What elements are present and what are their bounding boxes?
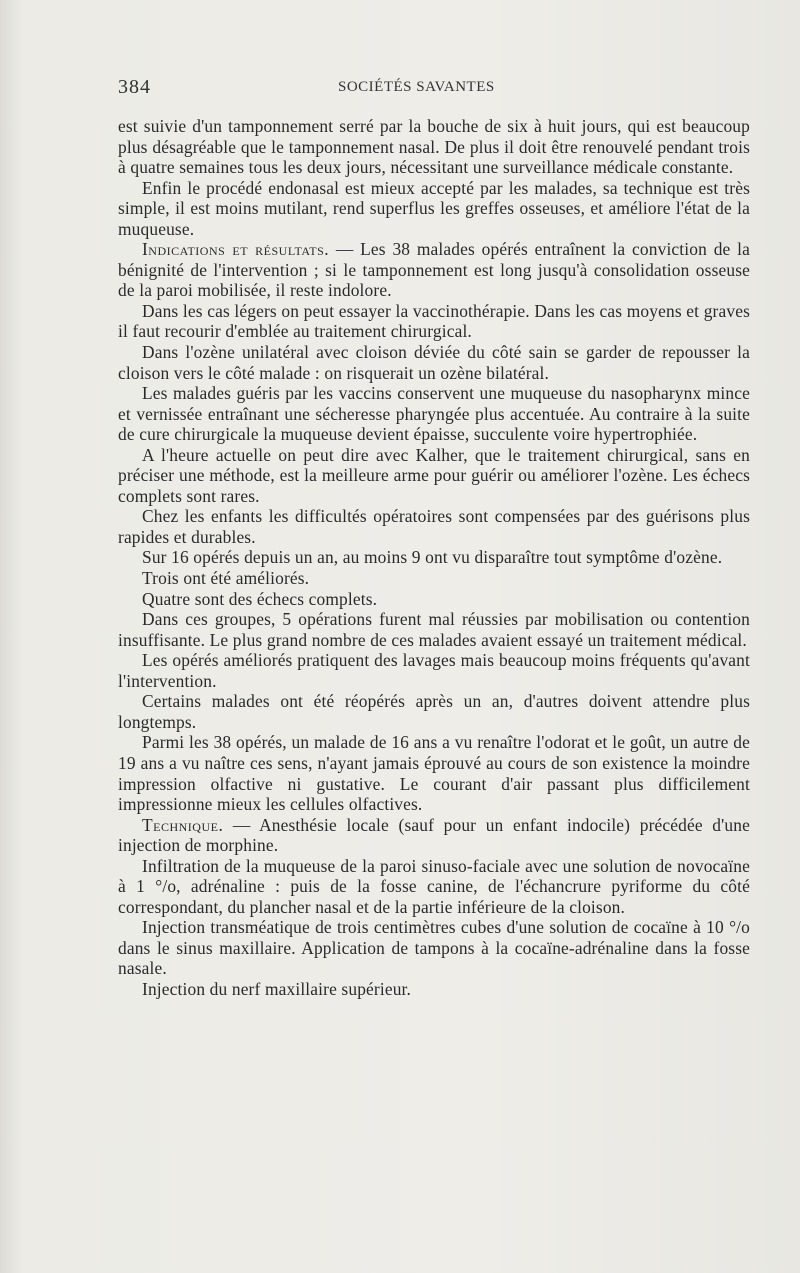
paragraph: Dans ces groupes, 5 opérations furent mal réussies par mobilisation ou contention insuffisante. Le plus grand nombre de ces malades avaient essayé un traitement médical.: [118, 609, 750, 650]
section-heading-technique: Technique.: [142, 814, 224, 835]
paragraph: Technique. — Anesthésie locale (sauf pour un enfant indocile) précédée d'une injection de morphine.: [118, 814, 750, 856]
paragraph: Sur 16 opérés depuis un an, au moins 9 ont vu disparaître tout symptôme d'ozène.: [142, 547, 723, 568]
paragraph: Dans l'ozène unilatéral avec cloison déviée du côté sain se garder de repousser la cloison vers le côté malade : on risquerait un ozène bilatéral.: [118, 342, 750, 383]
paragraph: Chez les enfants les difficultés opératoires sont compensées par des guérisons plus rapides et durables.: [118, 506, 750, 547]
paragraph: Infiltration de la muqueuse de la paroi sinuso-faciale avec une solution de novocaïne à 1 °/o, adrénaline : puis de la fosse canine, de l'échancrure pyriforme du côté correspondant, du plancher nasal et de la partie inférieure de la cloison.: [118, 855, 750, 917]
paragraph: Indications et résultats. — Les 38 malades opérés entraînent la conviction de la bénignité de l'intervention ; si le tamponnement est long jusqu'à consolidation osseuse de la paroi mobilisée, il reste indolore.: [118, 239, 751, 301]
paragraph: Quatre sont des échecs complets.: [142, 588, 378, 609]
paragraph: Les malades guéris par les vaccins conservent une muqueuse du nasopharynx mince et vernissée entraînant une sécheresse pharyngée plus accentuée. Au contraire à la suite de cure chirurgicale la muqueuse devient épaisse, succulente voire hypertrophiée.: [118, 383, 750, 445]
paragraph: Injection du nerf maxillaire supérieur.: [142, 978, 412, 999]
paragraph: Les opérés améliorés pratiquent des lavages mais beaucoup moins fréquents qu'avant l'intervention.: [118, 650, 750, 691]
paragraph: est suivie d'un tamponnement serré par la bouche de six à huit jours, qui est beaucoup plus désagréable que le tamponnement nasal. De plus il doit être renouvelé pendant trois à quatre semaines tous les deux jours, nécessitant une surveillance médicale constante.: [118, 116, 750, 178]
paragraph: A l'heure actuelle on peut dire avec Kalher, que le traitement chirurgical, sans en préciser une méthode, est la meilleure arme pour guérir ou améliorer l'ozène. Les échecs complets sont rares.: [118, 444, 750, 506]
paragraph: Injection transméatique de trois centimètres cubes d'une solution de cocaïne à 10 °/o dans le sinus maxillaire. Application de tampons à la cocaïne-adrénaline dans la fosse nasale.: [118, 917, 750, 979]
article-body: [118, 116, 750, 1000]
paragraph: Dans les cas légers on peut essayer la vaccinothérapie. Dans les cas moyens et graves il faut recourir d'emblée au traitement chirurgical.: [118, 300, 750, 342]
paragraph: Parmi les 38 opérés, un malade de 16 ans a vu renaître l'odorat et le goût, un autre de 19 ans a vu naître ces sens, n'ayant jamais éprouvé au cours de son existence la moindre impression olfactive ni gustative. Le courant d'air passant plus difficilement impressionne mieux les cellules olfactives.: [118, 732, 750, 815]
page-number: 384: [118, 76, 151, 98]
page-header: [118, 76, 748, 100]
section-heading-indications: Indications et résultats.: [142, 239, 330, 260]
paragraph: Certains malades ont été réopérés après un an, d'autres doivent attendre plus longtemps.: [118, 691, 750, 732]
paragraph: Enfin le procédé endonasal est mieux accepté par les malades, sa technique est très simple, il est moins mutilant, rend superflus les greffes osseuses, et améliore l'état de la muqueuse.: [118, 177, 750, 239]
paragraph: Trois ont été améliorés.: [142, 568, 310, 589]
running-title: SOCIÉTÉS SAVANTES: [338, 79, 495, 95]
